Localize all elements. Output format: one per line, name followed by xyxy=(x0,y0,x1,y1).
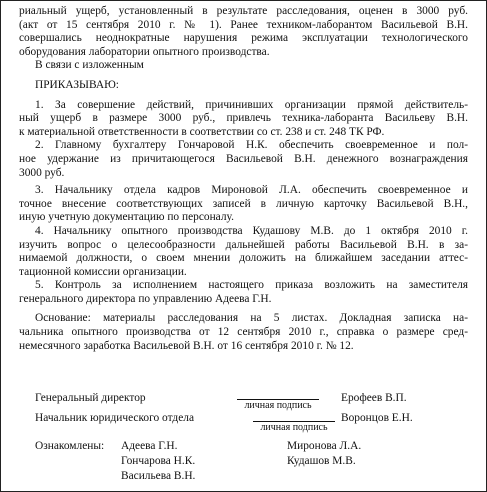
text-line: нимаемой должности, о своем мнении доложить на ближайшем заседании аттес- xyxy=(19,252,468,265)
acknowledged-name: Васильева В.Н. xyxy=(121,470,196,482)
acknowledged-name: Гончарова Н.К. xyxy=(121,455,196,467)
signature-line: личная подпись xyxy=(237,399,319,412)
signature-role: Начальник юридического отдела xyxy=(35,412,195,424)
text-line: изучить вопрос о целесообразности дальнейшей работы Васильевой В.Н. в за- xyxy=(19,238,468,251)
order-heading: ПРИКАЗЫВАЮ: xyxy=(35,78,119,91)
text-line: ное удержание из причитающегося Васильевой В.Н. денежного вознаграждения xyxy=(19,152,468,165)
connection-line: В связи с изложенным xyxy=(35,59,144,72)
text-line: тационной комиссии организации. xyxy=(19,265,187,278)
basis-paragraph xyxy=(19,312,468,353)
text-line: немесячного заработка Васильевой В.Н. от 16 сентября 2010 г. № 12. xyxy=(19,339,354,352)
signature-name: Воронцов Е.Н. xyxy=(341,412,413,424)
text-line: точное внесение соответствующих записей в личную карточку Васильевой В.Н., xyxy=(19,197,468,210)
acknowledged-name: Адеева Г.Н. xyxy=(121,440,178,452)
order-item-5 xyxy=(19,279,468,306)
text-line: генерального директора по управлению Адеева Г.Н. xyxy=(19,292,272,305)
text-line: к материальной ответственности в соответствии со ст. 238 и ст. 248 ТК РФ. xyxy=(19,125,385,138)
text-line: совершались неоднократные нарушения режима эксплуатации технологического xyxy=(19,32,468,45)
text-line: ный ущерб в размере 3000 руб., привлечь техника-лаборанта Васильеву В.Н. xyxy=(19,112,468,125)
signature-name: Ерофеев В.П. xyxy=(341,392,407,404)
intro-paragraph xyxy=(19,5,468,59)
order-item-3 xyxy=(19,184,468,225)
text-line: 3. Начальнику отдела кадров Мироновой Л.А. обеспечить своевременное и xyxy=(35,184,468,197)
text-line: оборудования лаборатории опытного производства. xyxy=(19,45,270,58)
signature-line: личная подпись xyxy=(253,421,335,434)
text-line: Основание: материалы расследования на 5 листах. Докладная записка на- xyxy=(35,312,468,325)
text-line: чальника опытного производства от 12 сентября 2010 г., справка о размере сред- xyxy=(19,326,468,339)
text-line: 4. Начальнику опытного производства Кудашову М.В. до 1 октября 2010 г. xyxy=(35,224,468,237)
text-line: (акт от 15 сентября 2010 г. № 1). Ранее техником-лаборантом Васильевой В.Н. xyxy=(19,18,468,31)
acknowledgement-label: Ознакомлены: xyxy=(35,440,105,452)
text-line: иную учетную документацию по персоналу. xyxy=(19,211,234,224)
order-item-1 xyxy=(19,99,468,140)
order-item-4 xyxy=(19,225,468,279)
text-line: риальный ущерб, установленный в результате расследования, оценен в 3000 руб. xyxy=(19,5,468,17)
text-line: 1. За совершение действий, причинивших организации прямой действитель- xyxy=(35,98,468,111)
text-line: 2. Главному бухгалтеру Гончаровой Н.К. обеспечить своевременное и пол- xyxy=(35,139,468,152)
acknowledged-name: Кудашов М.В. xyxy=(287,455,356,467)
text-line: 3000 руб. xyxy=(19,166,65,179)
signature-role: Генеральный директор xyxy=(35,392,146,404)
order-item-2 xyxy=(19,139,468,180)
text-line: 5. Контроль за исполнением настоящего приказа возложить на заместителя xyxy=(35,279,468,292)
acknowledged-name: Миронова Л.А. xyxy=(287,440,362,452)
